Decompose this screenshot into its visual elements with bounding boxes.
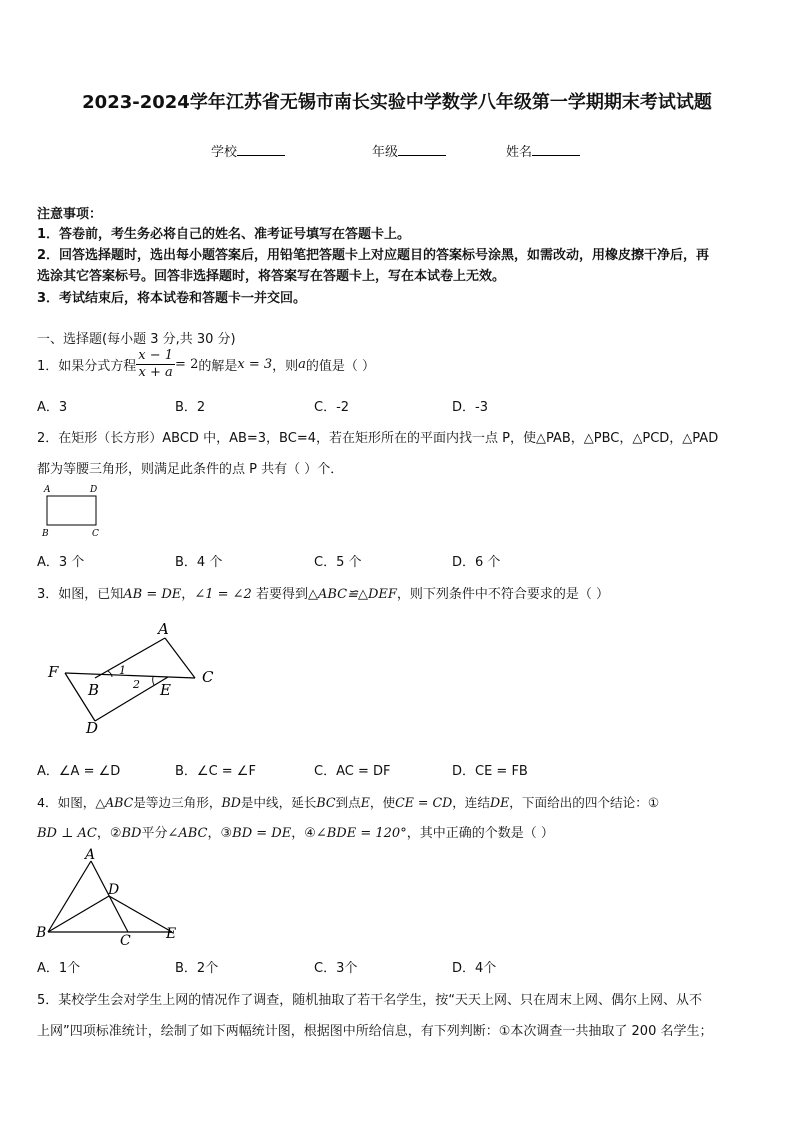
q1-option-c: C．-2 <box>314 400 350 415</box>
school-blank <box>237 143 285 156</box>
q1-mid: 的解是 <box>198 359 238 374</box>
q2-option-b: B．4 个 <box>175 555 223 570</box>
q2-line-2: 都为等腰三角形，则满足此条件的点 P 共有（ ）个． <box>37 462 344 477</box>
q3-label-a: A <box>158 620 169 638</box>
q2-label-a: A <box>44 485 51 495</box>
q4-line-bd <box>48 896 109 932</box>
q4-l2-j: ，其中正确的个数是（ ） <box>406 826 554 841</box>
q3-angle-2-arc <box>153 677 154 685</box>
q4-line-2 <box>37 822 554 841</box>
q2-option-c: C．5 个 <box>314 555 362 570</box>
question-1 <box>37 348 375 381</box>
name-field <box>506 141 580 160</box>
q4-text-b: 是等边三角形， <box>133 795 222 810</box>
q1-suffix: ，则 <box>272 359 299 374</box>
q4-c3: BC <box>316 795 336 810</box>
q4-l2-g: BD = DE <box>232 826 292 841</box>
notice-item-1: 1．答卷前，考生务必将自己的姓名、准考证号填写在答题卡上。 <box>37 227 411 242</box>
q4-option-c: C．3个 <box>314 961 358 976</box>
notice-item-2: 2．回答选择题时，选出每小题答案后，用铅笔把答题卡上对应题目的答案标号涂黑，如需改动，用橡皮擦干净后，再 <box>37 248 710 263</box>
q1-var: a <box>298 357 306 372</box>
q1-option-d: D．-3 <box>452 400 488 415</box>
q3-label-c: C <box>202 668 214 686</box>
school-field <box>211 141 285 160</box>
q4-text-g: ，下面给出的四个结论：① <box>509 795 660 810</box>
q4-c6: DE <box>489 795 510 810</box>
q3-option-d: D．CE = FB <box>452 764 528 779</box>
notice-item-2-cont: 选涂其它答案标号。回答非选择题时，将答案写在答题卡上，写在本试卷上无效。 <box>37 269 506 284</box>
q4-text-f: ，连结 <box>452 795 490 810</box>
q2-line-1: 2．在矩形（长方形）ABCD 中，AB=3，BC=4，若在矩形所在的平面内找一点 P，使△PAB，△PBC，△PCD，△PAD <box>37 431 719 446</box>
q4-c4: E <box>360 795 370 810</box>
q1-fraction <box>136 348 175 381</box>
q3-text-d: ，则下列条件中不符合要求的是（ ） <box>396 587 610 602</box>
q1-denominator: x + a <box>138 365 173 380</box>
q3-line-ba <box>95 638 165 678</box>
q4-line-1 <box>37 792 659 811</box>
q4-l2-b: ，② <box>96 826 122 841</box>
q4-l2-h: ，④ <box>291 826 316 841</box>
q3-label-d: D <box>86 719 99 737</box>
q4-option-d: D．4个 <box>452 961 497 976</box>
q4-l2-e: ∠ABC <box>167 826 208 841</box>
q3-cond-1: AB = DE <box>123 587 182 602</box>
q1-end: 的值是（ ） <box>305 359 376 374</box>
q4-text-c: 是中线，延长 <box>240 795 317 810</box>
q4-line-ab <box>48 861 91 932</box>
q5-line-1: 5．某校学生会对学生上网的情况作了调查，随机抽取了若干名学生，按“天天上网、只在周末上网、偶尔上网、从不 <box>37 993 703 1008</box>
grade-blank <box>398 143 446 156</box>
q3-text-a: 3．如图，已知 <box>37 587 124 602</box>
name-label: 姓名 <box>506 145 533 160</box>
q4-label-b: B <box>36 925 47 941</box>
q5-line-2: 上网”四项标准统计，绘制了如下两幅统计图，根据图中所给信息，有下列判断：①本次调查一共抽取了 200 名学生； <box>37 1024 713 1039</box>
q3-line-fc <box>65 673 195 678</box>
q3-label-1: 1 <box>119 664 126 677</box>
q4-l2-d: 平分 <box>141 826 168 841</box>
q4-l2-c: BD <box>121 826 142 841</box>
q2-label-d: D <box>90 485 98 495</box>
q4-text-d: 到点 <box>335 795 361 810</box>
q4-l2-a: BD ⊥ AC <box>37 826 97 841</box>
q4-label-d: D <box>108 882 120 898</box>
q1-solution: x = 3 <box>237 357 273 372</box>
q3-text-c: 若要得到 <box>255 587 308 602</box>
q1-prefix: 1．如果分式方程 <box>37 359 137 374</box>
q4-option-a: A．1个 <box>37 961 81 976</box>
q4-option-b: B．2个 <box>175 961 219 976</box>
q4-c2: BD <box>221 795 241 810</box>
q4-label-c: C <box>120 933 131 948</box>
q3-label-2: 2 <box>133 678 140 691</box>
q3-option-b: B．∠C = ∠F <box>175 764 256 779</box>
q4-text-a: 4．如图， <box>37 795 96 810</box>
q4-l2-f: ，③ <box>207 826 233 841</box>
q2-label-c: C <box>92 529 99 539</box>
q2-rectangle-figure <box>38 482 108 540</box>
q3-cond-2: ∠1 = ∠2 <box>194 587 252 602</box>
q2-option-d: D．6 个 <box>452 555 501 570</box>
grade-label: 年级 <box>372 145 399 160</box>
q3-option-c: C．AC = DF <box>314 764 391 779</box>
q3-angle-1-arc <box>108 671 112 677</box>
q1-numerator: x − 1 <box>138 348 174 363</box>
grade-field <box>372 141 446 160</box>
q4-l2-i: ∠BDE = 120° <box>315 826 407 841</box>
q1-option-a: A．3 <box>37 400 68 415</box>
q3-option-a: A．∠A = ∠D <box>37 764 121 779</box>
q4-label-a: A <box>85 847 96 863</box>
q4-figure <box>36 846 186 948</box>
q3-cond-3: △ABC≌△DEF <box>307 587 397 602</box>
q3-figure <box>40 616 230 738</box>
q2-option-a: A．3 个 <box>37 555 85 570</box>
q1-equals: = 2 <box>175 357 199 372</box>
q3-line-de <box>95 677 168 721</box>
name-blank <box>532 143 580 156</box>
notice-heading: 注意事项： <box>37 207 103 222</box>
question-3 <box>37 583 609 602</box>
school-label: 学校 <box>211 145 238 160</box>
notice-item-3: 3．考试结束后，将本试卷和答题卡一并交回。 <box>37 291 307 306</box>
q4-label-e: E <box>166 926 177 942</box>
page-title: 2023-2024学年江苏省无锡市南长实验中学数学八年级第一学期期末考试试题 <box>82 92 712 113</box>
q3-label-b: B <box>88 681 100 699</box>
q3-text-b: ， <box>181 587 195 602</box>
q3-label-e: E <box>160 681 171 699</box>
q3-label-f: F <box>48 663 59 681</box>
q4-c5: CE = CD <box>395 795 453 810</box>
q1-option-b: B．2 <box>175 400 206 415</box>
section-heading: 一、选择题(每小题 3 分,共 30 分) <box>37 332 236 347</box>
q2-rectangle <box>47 496 96 525</box>
q4-c1: △ABC <box>95 795 134 810</box>
q3-line-ac <box>165 638 195 678</box>
q4-text-e: ，使 <box>369 795 396 810</box>
q2-label-b: B <box>42 529 49 539</box>
